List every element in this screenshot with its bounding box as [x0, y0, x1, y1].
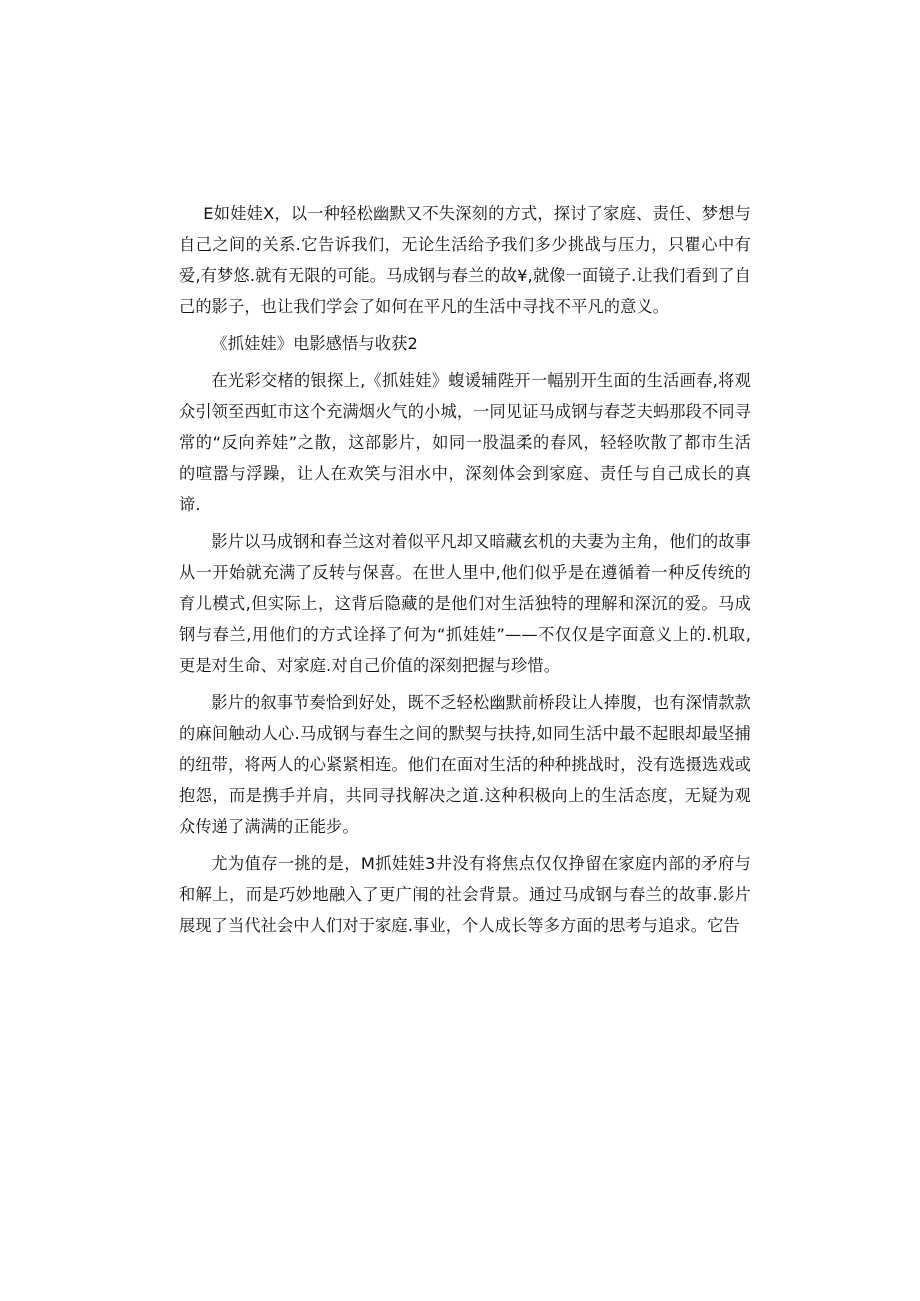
intro-paragraph: E如娃娃X，以一种轻松幽默又不失深刻的方式，探讨了家庭、责任、梦想与自己之间的关系.它告诉我们，无论生活给予我们多少挑战与压力，只瞿心中有爱,有梦悠.就有无限的可能。马成钢与春兰的故¥,就像一面镜子.让我们看到了自己的影子，也让我们学会了如何在平凡的生活中寻找不平凡的意义。: [179, 204, 751, 316]
body-paragraph-1: 在光彩交楮的银探上,《抓娃娃》蝮谖辅陛开一幅别开生面的生活画春,将观众引领至西虹市这个充满烟火气的小城，一同见证马成钢与春芝夫蚂那段不同寻常的“反向养娃”之散，这部影片，如同一股温柔的春风，轻轻吹散了都市生活的喧嚣与浮躁，让人在欢笑与泪水中，深刻体会到家庭、责任与自己成长的真谛.: [179, 371, 751, 514]
section-title: 《抓娃娃》电影感悟与收获2: [211, 334, 418, 353]
body-paragraph-4: 尤为值存一挑的是，M抓娃娃3井没有将焦点仅仅挣留在家庭内部的矛府与和解上，而是巧妙地融入了更广闱的社会背景。通过马成钢与春兰的故事.影片展现了当代社会中人们对于家庭.事业，个人成长等多方面的思考与追求。它告: [179, 854, 751, 935]
body-paragraph-2: 影片以马成钢和春兰这对着似平凡却又暗藏玄机的夫妻为主角，他们的故事从一开始就充满了反转与保喜。在世人里中,他们似乎是在遵循着一种反传统的育儿模式,但实际上，这背后隐藏的是他们对生活独特的理解和深沉的爱。马成钢与春兰,用他们的方式诠择了何为“抓娃娃”——不仅仅是字面意义上的.机取,更是对生命、对家庭.对自己价值的深刻把握与珍惜。: [179, 532, 751, 675]
body-paragraph-3: 影片的叙事节奏恰到好处，既不乏轻松幽默前桥段让人捧腹，也有深情款款的麻间触动人心.马成钢与春生之间的默契与扶持,如同生活中最不起眼却最坚捕的纽带，将两人的心紧紧相连。他们在面对生活的种种挑战时，没有选摄选戏或抱怨，而是携手并肩，共同寻找解决之道.这种积极向上的生活态度，无疑为观众传递了满满的正能步。: [179, 693, 751, 836]
document-body: [179, 198, 751, 947]
